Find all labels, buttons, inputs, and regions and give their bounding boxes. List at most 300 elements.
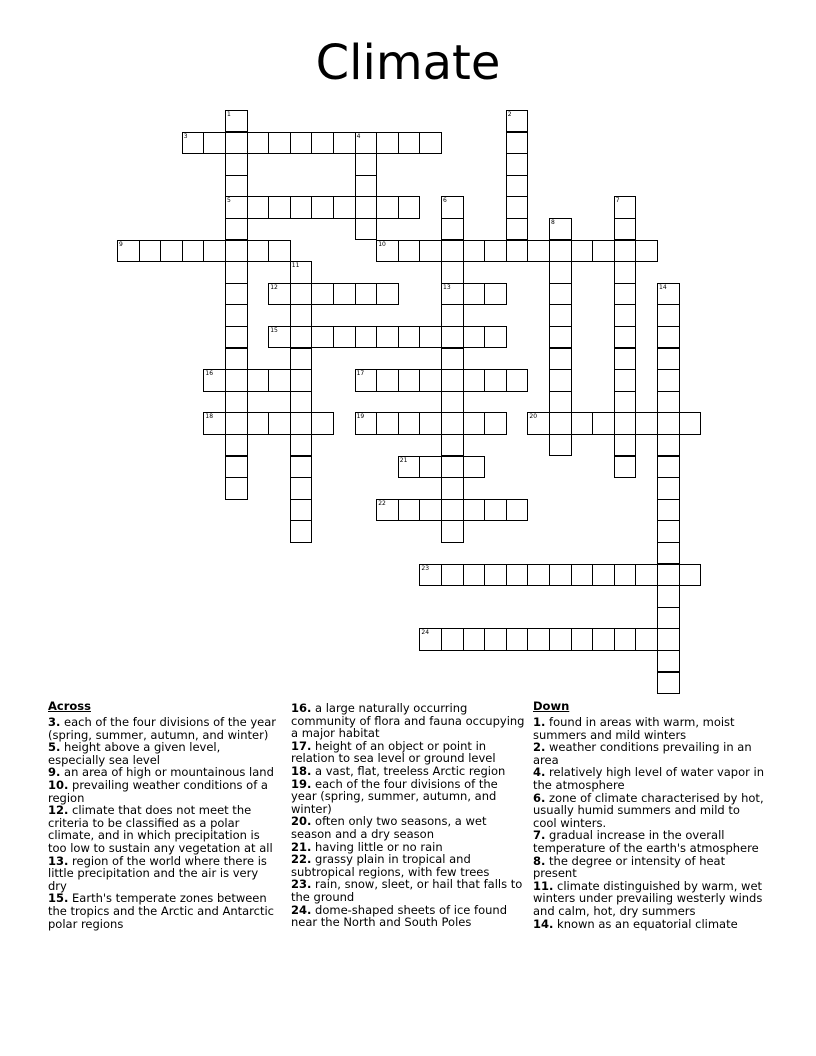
clue-text: relatively high level of water vapor in the atmosphere bbox=[533, 765, 765, 792]
grid-cell[interactable] bbox=[290, 456, 313, 478]
cell-number: 17 bbox=[356, 370, 365, 378]
grid-cell[interactable] bbox=[506, 628, 529, 650]
grid-cell[interactable] bbox=[398, 132, 421, 154]
grid-cell[interactable] bbox=[614, 434, 637, 456]
grid-cell[interactable] bbox=[506, 110, 529, 132]
clue-text: the degree or intensity of heat present bbox=[533, 853, 726, 881]
grid-cell[interactable] bbox=[549, 261, 572, 283]
grid-cell[interactable] bbox=[225, 283, 248, 305]
grid-cell[interactable] bbox=[571, 628, 594, 650]
clue-number: 5. bbox=[48, 740, 61, 755]
grid-cell[interactable] bbox=[117, 240, 140, 262]
grid-cell[interactable] bbox=[657, 585, 680, 607]
clue-text: climate that does not meet the criteria to be classified as a polar climate, and in which precipitation is too low to sustain any vegetation at all bbox=[48, 803, 273, 855]
grid-cell[interactable] bbox=[592, 564, 615, 586]
grid-cell[interactable] bbox=[506, 175, 529, 197]
grid-cell[interactable] bbox=[441, 499, 464, 521]
grid-cell[interactable] bbox=[679, 412, 702, 434]
clue-text: weather conditions prevailing in an area bbox=[533, 740, 752, 767]
grid-cell[interactable] bbox=[484, 412, 507, 434]
grid-cell[interactable] bbox=[290, 326, 313, 348]
grid-cell[interactable] bbox=[268, 132, 291, 154]
grid-cell[interactable] bbox=[203, 369, 226, 391]
grid-cell[interactable] bbox=[441, 391, 464, 413]
across-clue bbox=[48, 855, 280, 893]
grid-cell[interactable] bbox=[657, 520, 680, 542]
grid-cell[interactable] bbox=[290, 499, 313, 521]
down-clue bbox=[533, 741, 765, 766]
grid-cell[interactable] bbox=[225, 369, 248, 391]
grid-cell[interactable] bbox=[506, 240, 529, 262]
grid-cell[interactable] bbox=[225, 240, 248, 262]
grid-cell[interactable] bbox=[376, 412, 399, 434]
clue-number: 1. bbox=[533, 715, 546, 729]
cell-number: 15 bbox=[270, 327, 278, 334]
grid-cell[interactable] bbox=[225, 261, 248, 283]
grid-cell[interactable] bbox=[527, 240, 550, 262]
down-clue bbox=[533, 880, 765, 918]
grid-cell[interactable] bbox=[657, 369, 680, 391]
grid-cell[interactable] bbox=[398, 240, 421, 262]
grid-cell[interactable] bbox=[247, 196, 270, 218]
clue-text: each of the four divisions of the year (spring, summer, autumn, and winter) bbox=[48, 715, 277, 742]
clue-number: 23. bbox=[291, 877, 312, 892]
clue-number: 24. bbox=[291, 902, 312, 917]
grid-cell[interactable] bbox=[355, 283, 378, 305]
grid-cell[interactable] bbox=[311, 326, 334, 348]
grid-cell[interactable] bbox=[549, 628, 572, 650]
grid-cell[interactable] bbox=[355, 196, 378, 218]
grid-cell[interactable] bbox=[614, 326, 637, 348]
grid-cell[interactable] bbox=[355, 132, 378, 154]
grid-cell[interactable] bbox=[333, 326, 356, 348]
grid-cell[interactable] bbox=[290, 283, 313, 305]
grid-cell[interactable] bbox=[549, 348, 572, 370]
grid-cell[interactable] bbox=[657, 412, 680, 434]
clue-text: grassy plain in tropical and subtropical regions, with few trees bbox=[291, 852, 490, 879]
grid-cell[interactable] bbox=[268, 283, 291, 305]
grid-cell[interactable] bbox=[549, 326, 572, 348]
clue-number: 21. bbox=[291, 839, 312, 854]
across-clue bbox=[48, 716, 280, 741]
cell-number: 8 bbox=[551, 219, 555, 226]
grid-cell[interactable] bbox=[376, 132, 399, 154]
across-clue bbox=[291, 778, 527, 816]
clue-text: dome-shaped sheets of ice found near the North and South Poles bbox=[291, 902, 507, 930]
grid-cell[interactable] bbox=[463, 283, 486, 305]
grid-cell[interactable] bbox=[635, 628, 658, 650]
grid-cell[interactable] bbox=[311, 196, 334, 218]
grid-cell[interactable] bbox=[225, 218, 248, 240]
grid-cell[interactable] bbox=[225, 412, 248, 434]
grid-cell[interactable] bbox=[614, 240, 637, 262]
grid-cell[interactable] bbox=[419, 628, 442, 650]
grid-cell[interactable] bbox=[441, 283, 464, 305]
grid-cell[interactable] bbox=[376, 196, 399, 218]
grid-cell[interactable] bbox=[549, 564, 572, 586]
clue-text: a large naturally occurring community of flora and fauna occupying a major habitat bbox=[291, 701, 525, 741]
grid-cell[interactable] bbox=[225, 456, 248, 478]
grid-cell[interactable] bbox=[268, 196, 291, 218]
grid-cell[interactable] bbox=[225, 434, 248, 456]
grid-cell[interactable] bbox=[441, 240, 464, 262]
grid-cell[interactable] bbox=[506, 196, 529, 218]
clue-text: climate distinguished by warm, wet winters under prevailing westerly winds and calm, hot, dry summers bbox=[533, 878, 763, 918]
down-clue bbox=[533, 792, 765, 830]
grid-cell[interactable] bbox=[290, 477, 313, 499]
grid-cell[interactable] bbox=[571, 412, 594, 434]
grid-cell[interactable] bbox=[657, 304, 680, 326]
grid-cell[interactable] bbox=[657, 434, 680, 456]
grid-cell[interactable] bbox=[463, 369, 486, 391]
grid-cell[interactable] bbox=[376, 326, 399, 348]
grid-cell[interactable] bbox=[441, 456, 464, 478]
down-clue bbox=[533, 829, 765, 854]
grid-cell[interactable] bbox=[268, 326, 291, 348]
grid-cell[interactable] bbox=[506, 132, 529, 154]
grid-cell[interactable] bbox=[463, 240, 486, 262]
grid-cell[interactable] bbox=[463, 456, 486, 478]
grid-cell[interactable] bbox=[506, 218, 529, 240]
cell-number: 2 bbox=[507, 111, 512, 118]
grid-cell[interactable] bbox=[484, 499, 507, 521]
grid-cell[interactable] bbox=[398, 499, 421, 521]
across-clue bbox=[291, 702, 527, 740]
clue-number: 13. bbox=[48, 853, 69, 868]
cell-number: 20 bbox=[529, 413, 538, 421]
across-clue bbox=[291, 878, 527, 903]
cell-number: 22 bbox=[378, 499, 386, 507]
clue-text: known as an equatorial climate bbox=[557, 916, 738, 931]
grid-cell[interactable] bbox=[376, 499, 399, 521]
grid-cell[interactable] bbox=[311, 412, 334, 434]
grid-cell[interactable] bbox=[268, 369, 291, 391]
clue-number: 2. bbox=[533, 740, 546, 755]
clue-text: Earth's temperate zones between the tropics and the Arctic and Antarctic polar regions bbox=[48, 891, 275, 931]
grid-cell[interactable] bbox=[614, 218, 637, 240]
cell-number: 4 bbox=[356, 132, 361, 140]
grid-cell[interactable] bbox=[419, 564, 442, 586]
grid-cell[interactable] bbox=[679, 564, 702, 586]
grid-cell[interactable] bbox=[333, 283, 356, 305]
grid-cell[interactable] bbox=[549, 391, 572, 413]
grid-cell[interactable] bbox=[463, 326, 486, 348]
grid-cell[interactable] bbox=[355, 175, 378, 197]
grid-cell[interactable] bbox=[290, 369, 313, 391]
grid-cell[interactable] bbox=[203, 240, 226, 262]
grid-cell[interactable] bbox=[635, 240, 658, 262]
grid-cell[interactable] bbox=[527, 412, 550, 434]
grid-cell[interactable] bbox=[614, 564, 637, 586]
clue-number: 9. bbox=[48, 765, 61, 780]
grid-cell[interactable] bbox=[355, 153, 378, 175]
grid-cell[interactable] bbox=[203, 132, 226, 154]
grid-cell[interactable] bbox=[333, 196, 356, 218]
down-clue bbox=[533, 918, 765, 931]
cell-number: 7 bbox=[615, 197, 620, 205]
grid-cell[interactable] bbox=[398, 412, 421, 434]
grid-cell[interactable] bbox=[549, 434, 572, 456]
grid-cell[interactable] bbox=[225, 196, 248, 218]
grid-cell[interactable] bbox=[549, 304, 572, 326]
grid-cell[interactable] bbox=[463, 564, 486, 586]
clue-number: 14. bbox=[533, 916, 554, 931]
cell-number: 6 bbox=[443, 197, 447, 205]
down-clues-column bbox=[533, 700, 765, 930]
clue-text: height of an object or point in relation to sea level or ground level bbox=[291, 738, 496, 766]
grid-cell[interactable] bbox=[290, 196, 313, 218]
grid-cell[interactable] bbox=[592, 412, 615, 434]
grid-cell[interactable] bbox=[506, 153, 529, 175]
cell-number: 16 bbox=[205, 370, 214, 378]
clue-number: 4. bbox=[533, 765, 546, 780]
cell-number: 21 bbox=[399, 456, 408, 464]
grid-cell[interactable] bbox=[290, 434, 313, 456]
grid-cell[interactable] bbox=[571, 564, 594, 586]
grid-cell[interactable] bbox=[614, 261, 637, 283]
grid-cell[interactable] bbox=[290, 391, 313, 413]
grid-cell[interactable] bbox=[463, 412, 486, 434]
grid-cell[interactable] bbox=[441, 520, 464, 542]
grid-cell[interactable] bbox=[247, 412, 270, 434]
grid-cell[interactable] bbox=[398, 456, 421, 478]
clue-number: 3. bbox=[48, 715, 61, 729]
grid-cell[interactable] bbox=[290, 132, 313, 154]
clue-number: 7. bbox=[533, 828, 546, 843]
grid-cell[interactable] bbox=[419, 132, 442, 154]
clue-text: each of the four divisions of the year (spring, summer, autumn, and winter) bbox=[291, 776, 498, 816]
grid-cell[interactable] bbox=[657, 564, 680, 586]
grid-cell[interactable] bbox=[441, 477, 464, 499]
grid-cell[interactable] bbox=[333, 132, 356, 154]
grid-cell[interactable] bbox=[657, 650, 680, 672]
down-heading: Down bbox=[533, 699, 570, 713]
grid-cell[interactable] bbox=[441, 261, 464, 283]
grid-cell[interactable] bbox=[484, 369, 507, 391]
grid-cell[interactable] bbox=[419, 326, 442, 348]
cell-number: 23 bbox=[421, 564, 430, 572]
grid-cell[interactable] bbox=[657, 477, 680, 499]
cell-number: 10 bbox=[378, 240, 386, 248]
across-clue bbox=[291, 740, 527, 765]
grid-cell[interactable] bbox=[571, 240, 594, 262]
grid-cell[interactable] bbox=[398, 369, 421, 391]
cell-number: 14 bbox=[659, 283, 667, 291]
grid-cell[interactable] bbox=[398, 326, 421, 348]
cell-number: 19 bbox=[356, 413, 365, 421]
across-clue bbox=[291, 815, 527, 840]
grid-cell[interactable] bbox=[290, 348, 313, 370]
grid-cell[interactable] bbox=[268, 240, 291, 262]
grid-cell[interactable] bbox=[484, 326, 507, 348]
grid-cell[interactable] bbox=[441, 369, 464, 391]
grid-cell[interactable] bbox=[419, 412, 442, 434]
grid-cell[interactable] bbox=[484, 240, 507, 262]
clue-number: 6. bbox=[533, 790, 546, 805]
grid-cell[interactable] bbox=[441, 628, 464, 650]
grid-cell[interactable] bbox=[398, 196, 421, 218]
grid-cell[interactable] bbox=[549, 283, 572, 305]
clue-text: height above a given level, especially sea level bbox=[48, 740, 221, 767]
grid-cell[interactable] bbox=[225, 132, 248, 154]
clue-text: prevailing weather conditions of a region bbox=[48, 777, 268, 805]
grid-cell[interactable] bbox=[441, 412, 464, 434]
page-title: Climate bbox=[315, 35, 501, 91]
grid-cell[interactable] bbox=[182, 132, 205, 154]
grid-cell[interactable] bbox=[614, 304, 637, 326]
grid-cell[interactable] bbox=[247, 240, 270, 262]
clue-number: 17. bbox=[291, 738, 312, 753]
across-clues-column bbox=[48, 700, 280, 930]
grid-cell[interactable] bbox=[311, 132, 334, 154]
grid-cell[interactable] bbox=[355, 412, 378, 434]
grid-cell[interactable] bbox=[635, 412, 658, 434]
grid-cell[interactable] bbox=[614, 348, 637, 370]
clue-number: 20. bbox=[291, 814, 312, 829]
clue-number: 15. bbox=[48, 891, 69, 906]
grid-cell[interactable] bbox=[614, 283, 637, 305]
clue-text: a vast, flat, treeless Arctic region bbox=[315, 763, 506, 778]
grid-cell[interactable] bbox=[419, 369, 442, 391]
clue-text: gradual increase in the overall temperature of the earth's atmosphere bbox=[533, 828, 759, 855]
grid-cell[interactable] bbox=[247, 369, 270, 391]
grid-cell[interactable] bbox=[614, 391, 637, 413]
grid-cell[interactable] bbox=[441, 564, 464, 586]
cell-number: 18 bbox=[205, 413, 214, 421]
across-clue bbox=[48, 804, 280, 854]
grid-cell[interactable] bbox=[355, 369, 378, 391]
grid-cell[interactable] bbox=[290, 412, 313, 434]
grid-cell[interactable] bbox=[225, 304, 248, 326]
across-clue bbox=[48, 892, 280, 930]
grid-cell[interactable] bbox=[376, 240, 399, 262]
clue-number: 11. bbox=[533, 878, 554, 893]
grid-cell[interactable] bbox=[657, 326, 680, 348]
grid-cell[interactable] bbox=[355, 326, 378, 348]
down-clue bbox=[533, 766, 765, 791]
grid-cell[interactable] bbox=[506, 369, 529, 391]
grid-cell[interactable] bbox=[441, 348, 464, 370]
grid-cell[interactable] bbox=[290, 520, 313, 542]
across-clue bbox=[48, 741, 280, 766]
grid-cell[interactable] bbox=[355, 218, 378, 240]
grid-cell[interactable] bbox=[657, 542, 680, 564]
grid-cell[interactable] bbox=[549, 412, 572, 434]
grid-cell[interactable] bbox=[376, 369, 399, 391]
grid-cell[interactable] bbox=[527, 628, 550, 650]
clue-text: zone of climate characterised by hot, usually humid summers and mild to cool winters. bbox=[533, 790, 764, 830]
grid-cell[interactable] bbox=[247, 132, 270, 154]
grid-cell[interactable] bbox=[592, 240, 615, 262]
cell-number: 9 bbox=[119, 240, 123, 248]
clue-text: rain, snow, sleet, or hail that falls to the ground bbox=[291, 877, 523, 904]
clue-number: 22. bbox=[291, 852, 312, 867]
grid-cell[interactable] bbox=[441, 304, 464, 326]
grid-cell[interactable] bbox=[657, 672, 680, 694]
grid-cell[interactable] bbox=[463, 499, 486, 521]
grid-cell[interactable] bbox=[290, 304, 313, 326]
cell-number: 11 bbox=[291, 262, 300, 270]
across-clue bbox=[291, 904, 527, 929]
grid-cell[interactable] bbox=[614, 369, 637, 391]
grid-cell[interactable] bbox=[225, 477, 248, 499]
grid-cell[interactable] bbox=[657, 391, 680, 413]
cell-number: 24 bbox=[421, 629, 430, 637]
grid-cell[interactable] bbox=[225, 326, 248, 348]
grid-cell[interactable] bbox=[614, 456, 637, 478]
grid-cell[interactable] bbox=[203, 412, 226, 434]
clue-number: 19. bbox=[291, 776, 312, 791]
clue-text: region of the world where there is little precipitation and the air is very dry bbox=[48, 853, 267, 893]
grid-cell[interactable] bbox=[290, 261, 313, 283]
grid-cell[interactable] bbox=[484, 564, 507, 586]
grid-cell[interactable] bbox=[376, 283, 399, 305]
grid-cell[interactable] bbox=[657, 499, 680, 521]
grid-cell[interactable] bbox=[311, 283, 334, 305]
cell-number: 13 bbox=[443, 283, 451, 291]
grid-cell[interactable] bbox=[268, 412, 291, 434]
grid-cell[interactable] bbox=[419, 240, 442, 262]
grid-cell[interactable] bbox=[657, 456, 680, 478]
grid-cell[interactable] bbox=[614, 628, 637, 650]
grid-cell[interactable] bbox=[441, 326, 464, 348]
grid-cell[interactable] bbox=[592, 628, 615, 650]
grid-cell[interactable] bbox=[549, 240, 572, 262]
grid-cell[interactable] bbox=[419, 499, 442, 521]
grid-cell[interactable] bbox=[527, 564, 550, 586]
grid-cell[interactable] bbox=[225, 153, 248, 175]
grid-cell[interactable] bbox=[463, 628, 486, 650]
grid-cell[interactable] bbox=[506, 499, 529, 521]
grid-cell[interactable] bbox=[657, 283, 680, 305]
grid-cell[interactable] bbox=[484, 628, 507, 650]
clue-number: 16. bbox=[291, 701, 312, 715]
grid-cell[interactable] bbox=[419, 456, 442, 478]
grid-cell[interactable] bbox=[484, 283, 507, 305]
grid-cell[interactable] bbox=[635, 564, 658, 586]
grid-cell[interactable] bbox=[225, 348, 248, 370]
grid-cell[interactable] bbox=[506, 564, 529, 586]
across-clue bbox=[291, 853, 527, 878]
grid-cell[interactable] bbox=[441, 218, 464, 240]
clue-text: an area of high or mountainous land bbox=[64, 765, 274, 780]
clue-text: often only two seasons, a wet season and a dry season bbox=[291, 814, 487, 841]
grid-cell[interactable] bbox=[139, 240, 162, 262]
down-clue bbox=[533, 716, 765, 741]
cell-number: 12 bbox=[270, 283, 278, 291]
clue-number: 8. bbox=[533, 853, 546, 868]
grid-cell[interactable] bbox=[614, 196, 637, 218]
grid-cell[interactable] bbox=[657, 628, 680, 650]
clue-text: having little or no rain bbox=[315, 839, 443, 854]
grid-cell[interactable] bbox=[225, 391, 248, 413]
grid-cell[interactable] bbox=[225, 110, 248, 132]
clue-number: 12. bbox=[48, 803, 69, 818]
across-clues-column-continued bbox=[291, 702, 527, 929]
grid-cell[interactable] bbox=[614, 412, 637, 434]
grid-cell[interactable] bbox=[225, 175, 248, 197]
grid-cell[interactable] bbox=[182, 240, 205, 262]
grid-cell[interactable] bbox=[441, 434, 464, 456]
grid-cell[interactable] bbox=[657, 348, 680, 370]
grid-cell[interactable] bbox=[549, 218, 572, 240]
clue-number: 18. bbox=[291, 763, 312, 778]
grid-cell[interactable] bbox=[657, 607, 680, 629]
grid-cell[interactable] bbox=[549, 369, 572, 391]
grid-cell[interactable] bbox=[160, 240, 183, 262]
grid-cell[interactable] bbox=[441, 196, 464, 218]
clue-text: found in areas with warm, moist summers and mild winters bbox=[533, 715, 735, 742]
